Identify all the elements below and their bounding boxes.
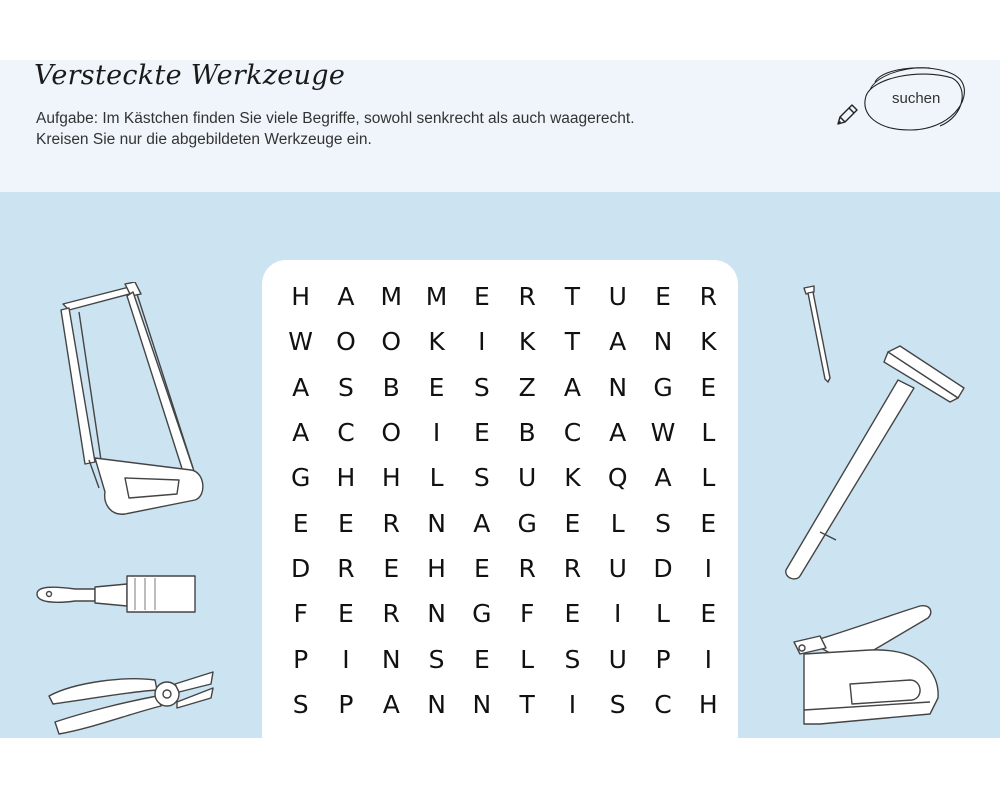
grid-cell[interactable]: E <box>564 508 581 538</box>
grid-cell[interactable]: W <box>288 327 314 357</box>
grid-cell[interactable]: U <box>608 553 627 583</box>
grid-cell[interactable]: I <box>432 418 441 448</box>
grid-cell[interactable]: E <box>473 553 490 583</box>
grid-cell[interactable]: U <box>608 282 627 312</box>
grid-cell[interactable]: E <box>292 508 309 538</box>
grid-cell[interactable]: L <box>429 463 444 493</box>
grid-cell[interactable]: I <box>568 689 577 719</box>
grid-cell[interactable]: R <box>699 282 717 312</box>
grid-cell[interactable]: H <box>336 463 356 493</box>
grid-cell[interactable]: F <box>519 599 535 629</box>
grid-cell[interactable]: T <box>519 689 535 719</box>
grid-cell[interactable]: A <box>292 418 310 448</box>
grid-cell[interactable]: E <box>564 599 581 629</box>
instructions <box>36 108 635 150</box>
grid-cell[interactable]: I <box>704 644 712 674</box>
grid-cell[interactable]: O <box>336 327 356 357</box>
hammer-icon <box>780 344 970 584</box>
staple-gun-icon <box>790 602 950 732</box>
paintbrush-icon <box>35 572 200 617</box>
grid-cell[interactable]: L <box>520 644 535 674</box>
grid-cell[interactable]: E <box>338 599 354 629</box>
grid-cell[interactable]: E <box>655 282 671 312</box>
grid-cell[interactable]: H <box>381 463 401 493</box>
letter-grid <box>278 274 731 727</box>
search-badge <box>830 60 970 135</box>
grid-cell[interactable]: I <box>614 599 622 629</box>
grid-cell[interactable]: N <box>608 372 628 402</box>
grid-cell[interactable]: K <box>700 327 717 357</box>
grid-cell[interactable]: D <box>291 553 311 583</box>
grid-cell[interactable]: N <box>427 689 446 719</box>
grid-cell[interactable]: N <box>381 644 401 674</box>
grid-cell[interactable]: L <box>701 418 716 448</box>
grid-cell[interactable]: R <box>518 282 536 312</box>
grid-cell[interactable]: C <box>337 418 355 448</box>
grid-cell[interactable]: W <box>650 418 676 448</box>
pencil-icon <box>832 100 862 130</box>
grid-cell[interactable]: S <box>428 644 445 674</box>
grid-cell[interactable]: S <box>473 463 490 493</box>
grid-cell[interactable]: N <box>653 327 673 357</box>
grid-cell[interactable]: T <box>564 282 581 312</box>
grid-cell[interactable]: B <box>518 418 536 448</box>
grid-cell[interactable]: E <box>700 372 717 402</box>
grid-cell[interactable]: E <box>473 418 490 448</box>
grid-cell[interactable]: I <box>704 553 712 583</box>
grid-cell[interactable]: A <box>609 327 627 357</box>
grid-cell[interactable]: E <box>383 553 400 583</box>
grid-cell[interactable]: E <box>473 282 490 312</box>
grid-cell[interactable]: U <box>608 644 627 674</box>
pliers-icon <box>45 662 220 737</box>
grid-cell[interactable]: G <box>472 599 492 629</box>
grid-cell[interactable]: M <box>425 282 448 312</box>
grid-cell[interactable]: H <box>427 553 446 583</box>
grid-cell[interactable]: L <box>701 463 716 493</box>
grid-cell[interactable]: N <box>472 689 492 719</box>
grid-cell[interactable]: S <box>292 689 309 719</box>
page-title: Versteckte Werkzeuge <box>34 60 346 91</box>
grid-cell[interactable]: G <box>290 463 311 493</box>
grid-cell[interactable]: S <box>338 372 354 402</box>
grid-cell[interactable]: A <box>609 418 627 448</box>
grid-cell[interactable]: A <box>292 372 310 402</box>
grid-cell[interactable]: I <box>342 644 350 674</box>
grid-cell[interactable]: E <box>473 644 490 674</box>
grid-cell[interactable]: G <box>517 508 537 538</box>
grid-cell[interactable]: Z <box>518 372 536 402</box>
grid-cell[interactable]: S <box>655 508 671 538</box>
grid-cell[interactable]: C <box>563 418 582 448</box>
grid-cell[interactable]: M <box>380 282 403 312</box>
grid-cell[interactable]: K <box>428 327 445 357</box>
grid-cell[interactable]: K <box>518 327 536 357</box>
grid-cell[interactable]: D <box>653 553 673 583</box>
grid-cell[interactable]: H <box>291 282 311 312</box>
grid-cell[interactable]: A <box>563 372 581 402</box>
grid-cell[interactable]: C <box>654 689 672 719</box>
grid-cell[interactable]: H <box>698 689 718 719</box>
grid-cell[interactable]: N <box>427 599 446 629</box>
grid-cell[interactable]: A <box>337 282 355 312</box>
grid-cell[interactable]: P <box>338 689 354 719</box>
grid-cell[interactable]: K <box>564 463 581 493</box>
grid-cell[interactable]: O <box>381 327 402 357</box>
grid-cell[interactable]: S <box>609 689 626 719</box>
grid-cell[interactable]: B <box>382 372 400 402</box>
grid-cell[interactable]: T <box>564 327 581 357</box>
grid-cell[interactable]: P <box>293 644 309 674</box>
grid-cell[interactable]: O <box>381 418 402 448</box>
grid-cell[interactable]: R <box>337 553 355 583</box>
grid-cell[interactable]: I <box>478 327 486 357</box>
instruction-line-1: Aufgabe: Im Kästchen finden Sie viele Begriffe, sowohl senkrecht als auch waagerecht. <box>36 110 635 127</box>
grid-cell[interactable]: L <box>610 508 625 538</box>
grid-cell[interactable]: R <box>382 508 400 538</box>
grid-cell[interactable]: N <box>427 508 446 538</box>
grid-cell[interactable]: U <box>517 463 537 493</box>
grid-cell[interactable]: A <box>382 689 400 719</box>
grid-cell[interactable]: F <box>293 599 308 629</box>
grid-cell[interactable]: A <box>473 508 491 538</box>
word-search-card <box>262 260 738 738</box>
grid-cell[interactable]: A <box>654 463 672 493</box>
search-label: suchen <box>892 90 941 107</box>
grid-cell[interactable]: E <box>700 599 717 629</box>
grid-cell[interactable]: Q <box>607 463 628 493</box>
grid-cell[interactable]: R <box>382 599 400 629</box>
grid-cell[interactable]: S <box>564 644 581 674</box>
grid-cell[interactable]: E <box>700 508 717 538</box>
grid-cell[interactable]: P <box>655 644 671 674</box>
grid-cell[interactable]: L <box>656 599 670 629</box>
play-area <box>0 192 1000 738</box>
grid-cell[interactable]: R <box>563 553 582 583</box>
grid-cell[interactable]: E <box>428 372 445 402</box>
hacksaw-icon <box>55 282 215 522</box>
grid-cell[interactable]: E <box>338 508 354 538</box>
grid-cell[interactable]: S <box>473 372 490 402</box>
instruction-line-2: Kreisen Sie nur die abgebildeten Werkzeuge ein. <box>36 131 372 148</box>
grid-cell[interactable]: G <box>653 372 673 402</box>
grid-cell[interactable]: R <box>518 553 536 583</box>
